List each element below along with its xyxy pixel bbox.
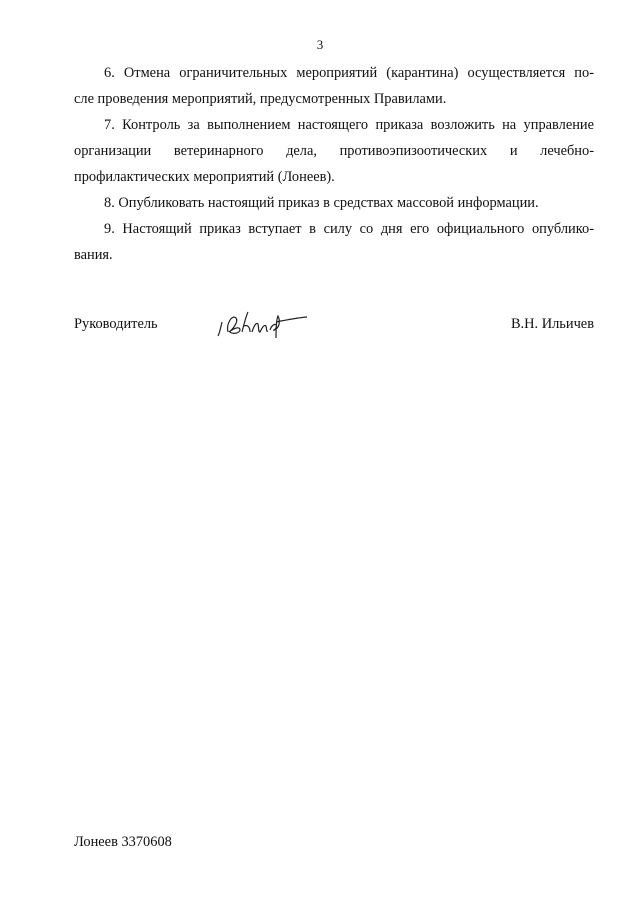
executor-reference: Лонеев 3370608 bbox=[74, 834, 172, 850]
paragraph-line: сле проведения мероприятий, предусмотренных Правилами. bbox=[74, 91, 447, 107]
paragraph-line: 8. Опубликовать настоящий приказ в средствах массовой информации. bbox=[104, 195, 539, 211]
paragraph-line: 6. Отмена ограничительных мероприятий (карантина) осуществляется по- bbox=[104, 65, 594, 81]
signature-block bbox=[74, 314, 594, 354]
signatory-name: В.Н. Ильичев bbox=[510, 316, 594, 332]
paragraph-8 bbox=[74, 190, 594, 216]
paragraph-7 bbox=[74, 112, 594, 190]
handwritten-signature bbox=[214, 306, 309, 342]
paragraph-9 bbox=[74, 216, 594, 268]
signatory-title: Руководитель bbox=[74, 316, 158, 332]
paragraph-6 bbox=[74, 60, 594, 112]
paragraph-line: организации ветеринарного дела, противоэпизоотических и лечебно- bbox=[74, 143, 594, 159]
paragraph-line: 7. Контроль за выполнением настоящего приказа возложить на управление bbox=[104, 117, 594, 133]
paragraph-line: вания. bbox=[74, 247, 113, 263]
page-number: 3 bbox=[316, 37, 324, 52]
paragraph-line: 9. Настоящий приказ вступает в силу со дня его официального опублико- bbox=[104, 221, 594, 237]
paragraph-line: профилактических мероприятий (Лонеев). bbox=[74, 169, 335, 185]
document-body bbox=[74, 60, 594, 268]
